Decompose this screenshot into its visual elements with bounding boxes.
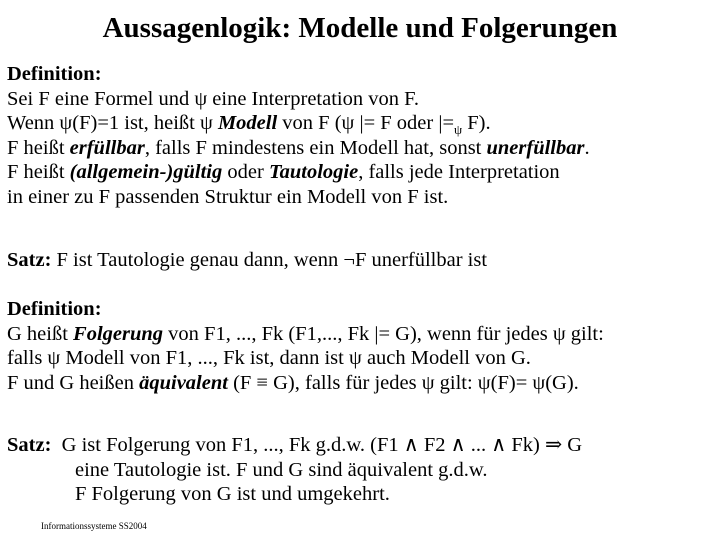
text-segment: , falls jede Interpretation [358,161,560,183]
term-unerfuellbar: unerfüllbar [486,136,585,159]
definition-line [7,322,604,347]
text-segment: F heißt [7,161,70,183]
definition-block-1 [7,62,590,209]
term-gueltig: (allgemein-)gültig [69,161,223,183]
term-folgerung: Folgerung [73,322,164,345]
text-segment: (F ≡ G), falls für jedes ψ gilt: ψ(F)= ψ(G). [227,371,579,394]
text-segment: , falls F mindestens ein Modell hat, sonst [144,136,487,159]
text-segment: F heißt [7,136,70,159]
definition-line: in einer zu F passenden Struktur ein Modell von F ist. [7,185,449,208]
subscript-psi: ψ [454,122,463,138]
theorem-line: F Folgerung von G ist und umgekehrt. [75,483,390,505]
term-aequivalent: äquivalent [139,371,228,394]
text-segment: F und G heißen [7,371,140,394]
definition-line: falls ψ Modell von F1, ..., Fk ist, dann ist ψ auch Modell von G. [7,347,531,369]
text-segment: F ist Tautologie genau dann, wenn ¬F unerfüllbar ist [51,249,488,271]
theorem-line: eine Tautologie ist. F und G sind äquivalent g.d.w. [75,458,488,481]
definition-line [7,136,590,161]
footer-text: Informationssysteme SS2004 [41,521,147,531]
theorem-block-2 [7,433,582,507]
definition-line: Sei F eine Formel und ψ eine Interpretation von F. [7,87,420,110]
theorem-line [7,433,582,458]
theorem-label: Satz: [7,249,52,271]
text-segment: F). [462,112,491,134]
definition-line [7,371,604,396]
slide-title: Aussagenlogik: Modelle und Folgerungen [102,12,618,44]
theorem-block-1 [7,248,487,273]
text-segment: von F1, ..., Fk (F1,..., Fk |= G), wenn für jedes ψ gilt: [163,322,604,345]
definition-heading: Definition: [7,298,102,320]
definition-block-2 [7,297,604,395]
text-segment: von F (ψ |= F oder |= [277,112,455,134]
text-segment: oder [222,161,269,183]
theorem-line [7,248,487,273]
text-segment: . [584,136,590,159]
text-segment: G heißt [7,322,74,345]
term-erfuellbar: erfüllbar [69,136,145,159]
term-tautologie: Tautologie [268,161,359,183]
definition-line [7,111,590,136]
term-modell: Modell [217,112,278,134]
theorem-label: Satz: [7,434,52,456]
text-segment: G ist Folgerung von F1, ..., Fk g.d.w. (F1 ∧ F2 ∧ ... ∧ Fk) ⇒ G [51,434,583,456]
definition-line [7,160,590,185]
definition-heading: Definition: [7,63,102,85]
text-segment: Wenn ψ(F)=1 ist, heißt ψ [7,112,218,134]
